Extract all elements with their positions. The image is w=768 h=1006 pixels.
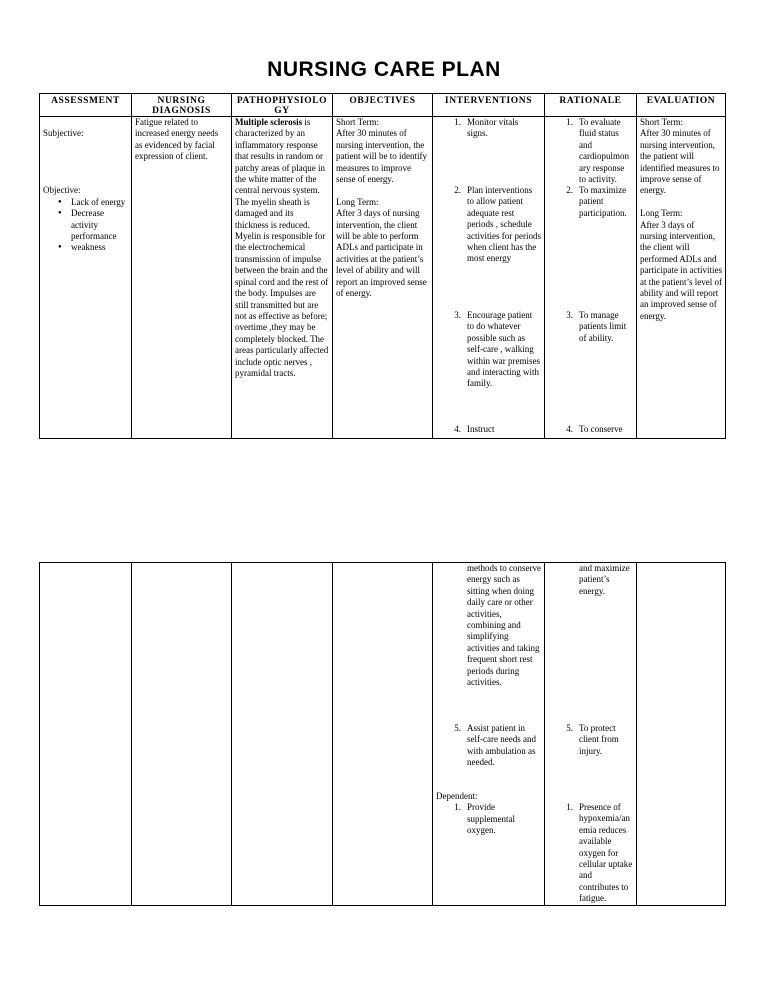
header-objectives: OBJECTIVES [333, 94, 433, 117]
header-row [40, 94, 726, 117]
body-row [40, 117, 726, 439]
header-patho-line-1: PATHOPHYSIOLO [236, 96, 328, 106]
patho-bold: Multiple sclerosis [235, 117, 303, 127]
diagnosis-cell-cont [132, 563, 232, 906]
header-diagnosis-line-1: NURSING [157, 96, 206, 106]
header-pathophysiology [232, 94, 333, 117]
long-term-label: Long Term: [336, 196, 379, 207]
eval-short-term-label: Short Term: [640, 117, 683, 127]
care-plan-table-continued [39, 562, 726, 906]
header-evaluation: EVALUATION [637, 94, 726, 117]
patho-text: is characterized by an inflammatory response that results in random or patchy areas of plaque in the white matter of the central nervous system. The myelin sheath is damaged and its thickness is reduced. Myelin is responsible for the electrochemical transmission of impulse between the brain and the spinal cord and the rest of the body. Impulses are still transmitted but are not as effective as before; overtime ,they may be completely blocked. The areas particularly affected include optic nerves , pyramidal tracts. [235, 117, 329, 378]
eval-long-term-text: After 3 days of nursing intervention, the client will performed ADLs and participate in activities at the patient’s level of ability and will report an improved sense of energy. [640, 219, 722, 321]
eval-short-term-text: After 30 minutes of nursing intervention, the patient will identified measures to improve sense of energy. [640, 128, 720, 196]
evaluation-cell-cont [637, 563, 726, 906]
objectives-cell [333, 117, 433, 439]
rationale-cell-cont [545, 563, 637, 906]
rationale-item: 1. To evaluate fluid status and cardiopulmon ary response to activity. [566, 117, 629, 185]
care-plan-table [39, 93, 726, 439]
rationale-4-continued: and maximize patient’s energy. [579, 563, 630, 596]
continued-row [40, 563, 726, 906]
rationale-item: 2. To maximize patient participation. [566, 185, 627, 218]
assessment-cell [40, 117, 132, 439]
objective-item: ● weakness [71, 242, 128, 253]
header-patho-line-2: GY [274, 106, 290, 116]
rationale-dependent-item: 1. Presence of hypoxemia/an emia reduces available oxygen for cellular uptake and contributes to fatigue. [566, 802, 633, 904]
pathophysiology-cell-cont [232, 563, 333, 906]
eval-long-term-label: Long Term: [640, 208, 683, 219]
header-nursing-diagnosis [132, 94, 232, 117]
interventions-cell-cont [433, 563, 545, 906]
intervention-item: 2. Plan interventions to allow patient adequate rest periods , schedule activities for periods when client has the most energy [454, 185, 541, 264]
header-interventions: INTERVENTIONS [433, 94, 545, 117]
assessment-cell-cont [40, 563, 132, 906]
rationale-item: 4. To conserve [566, 424, 623, 434]
intervention-item: 1. Monitor vitals signs. [454, 117, 519, 139]
page-title: NURSING CARE PLAN [267, 58, 501, 81]
header-assessment: ASSESSMENT [40, 94, 132, 117]
intervention-item: 4. Instruct [454, 424, 495, 434]
rationale-item: 3. To manage patients limit of ability. [566, 310, 627, 343]
objectives-cell-cont [333, 563, 433, 906]
long-term-text: After 3 days of nursing intervention, the client will be able to perform ADLs and participate in activities at the patient’s level of ability and will report an improved sense of energy. [336, 208, 427, 299]
header-diagnosis-line-2: DIAGNOSIS [152, 106, 211, 116]
pathophysiology-cell [232, 117, 333, 439]
objective-label: Objective: [43, 185, 81, 196]
diagnosis-cell [132, 117, 232, 439]
diagnosis-text: Fatigue related to increased energy needs as evidenced by facial expression of client. [135, 117, 219, 162]
intervention-item: 5. Assist patient in self-care needs and with ambulation as needed. [454, 723, 536, 768]
short-term-text: After 30 minutes of nursing intervention, the patient will be to identify measures to improve sense of energy. [336, 128, 427, 185]
evaluation-cell [637, 117, 726, 439]
intervention-item: 3. Encourage patient to do whatever possible such as self-care , walking within war premises and interacting with family. [454, 310, 540, 389]
objective-list [43, 197, 128, 254]
subjective-label: Subjective: [43, 128, 84, 139]
intervention-4-continued: methods to conserve energy such as sitting when doing daily care or other activities, combining and simplifying activities and taking frequent short rest periods during activities. [467, 563, 541, 688]
objective-item: ● Decrease activity performance [71, 208, 128, 242]
objective-item: ● Lack of energy [71, 197, 128, 208]
header-rationale: RATIONALE [545, 94, 637, 117]
short-term-label: Short Term: [336, 117, 379, 127]
dependent-item: 1. Provide supplemental oxygen. [454, 802, 515, 836]
rationale-cell [545, 117, 637, 439]
dependent-label: Dependent: [436, 791, 478, 801]
interventions-cell [433, 117, 545, 439]
rationale-item: 5. To protect client from injury. [566, 723, 619, 756]
